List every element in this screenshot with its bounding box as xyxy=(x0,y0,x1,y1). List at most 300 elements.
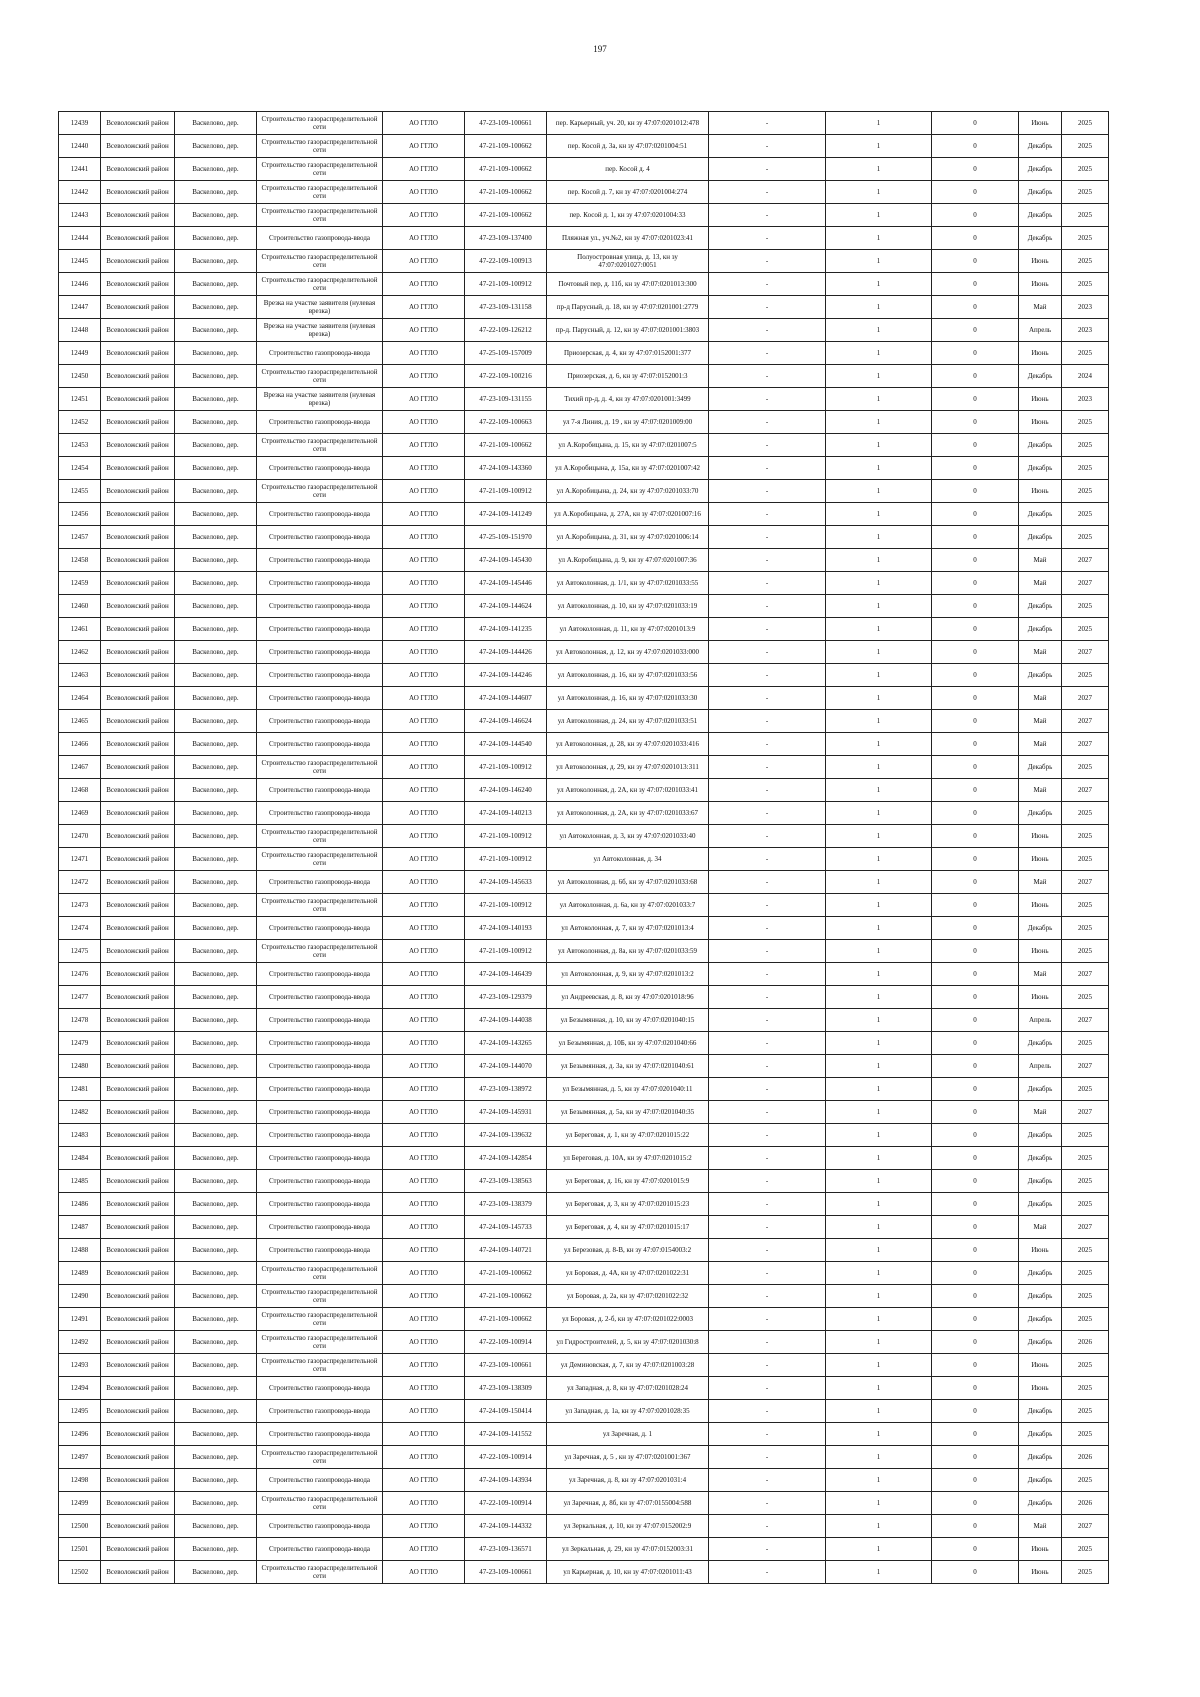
cell-dash: - xyxy=(709,526,826,549)
cell-count: 1 xyxy=(826,1078,932,1101)
cell-org: АО ГГЛО xyxy=(383,1331,465,1354)
cell-month: Июнь xyxy=(1019,825,1062,848)
cell-id: 12443 xyxy=(59,204,101,227)
cell-count: 1 xyxy=(826,963,932,986)
cell-count: 1 xyxy=(826,1492,932,1515)
cell-zero: 0 xyxy=(932,1469,1019,1492)
cell-district: Всеволожский район xyxy=(101,434,175,457)
cell-address: ул Западная, д. 8, кн зу 47:07:0201028:24 xyxy=(547,1377,709,1400)
cell-zero: 0 xyxy=(932,1078,1019,1101)
cell-org: АО ГГЛО xyxy=(383,1216,465,1239)
cell-code: 47-22-109-126212 xyxy=(465,319,547,342)
cell-code: 47-21-109-100912 xyxy=(465,848,547,871)
cell-code: 47-21-109-100912 xyxy=(465,825,547,848)
cell-district: Всеволожский район xyxy=(101,1377,175,1400)
cell-zero: 0 xyxy=(932,365,1019,388)
cell-dash: - xyxy=(709,572,826,595)
cell-id: 12477 xyxy=(59,986,101,1009)
cell-year: 2027 xyxy=(1062,1216,1109,1239)
cell-work: Врезка на участке заявителя (нулевая врезка) xyxy=(257,388,383,411)
cell-count: 1 xyxy=(826,1262,932,1285)
cell-code: 47-21-109-100662 xyxy=(465,434,547,457)
cell-id: 12480 xyxy=(59,1055,101,1078)
cell-code: 47-24-109-144246 xyxy=(465,664,547,687)
cell-id: 12490 xyxy=(59,1285,101,1308)
cell-org: АО ГГЛО xyxy=(383,503,465,526)
cell-month: Декабрь xyxy=(1019,595,1062,618)
cell-address: ул Автоколонная, д. 2А, кн зу 47:07:0201033:41 xyxy=(547,779,709,802)
cell-year: 2025 xyxy=(1062,1423,1109,1446)
cell-month: Декабрь xyxy=(1019,526,1062,549)
cell-work: Врезка на участке заявителя (нулевая врезка) xyxy=(257,319,383,342)
cell-count: 1 xyxy=(826,1101,932,1124)
cell-work: Строительство газопровода-ввода xyxy=(257,1124,383,1147)
cell-org: АО ГГЛО xyxy=(383,1285,465,1308)
cell-count: 1 xyxy=(826,1538,932,1561)
cell-count: 1 xyxy=(826,250,932,273)
cell-place: Васкелово, дер. xyxy=(175,917,257,940)
cell-address: пер. Карьерный, уч. 20, кн зу 47:07:0201012:478 xyxy=(547,112,709,135)
cell-year: 2025 xyxy=(1062,480,1109,503)
cell-district: Всеволожский район xyxy=(101,595,175,618)
cell-id: 12467 xyxy=(59,756,101,779)
cell-zero: 0 xyxy=(932,457,1019,480)
cell-month: Июнь xyxy=(1019,1538,1062,1561)
cell-place: Васкелово, дер. xyxy=(175,1216,257,1239)
cell-code: 47-24-109-141235 xyxy=(465,618,547,641)
cell-year: 2025 xyxy=(1062,1469,1109,1492)
cell-address: ул Безымянная, д. 10Б, кн зу 47:07:0201040:66 xyxy=(547,1032,709,1055)
cell-code: 47-22-109-100216 xyxy=(465,365,547,388)
cell-district: Всеволожский район xyxy=(101,158,175,181)
cell-month: Июнь xyxy=(1019,1239,1062,1262)
cell-month: Декабрь xyxy=(1019,1193,1062,1216)
cell-zero: 0 xyxy=(932,135,1019,158)
cell-dash: - xyxy=(709,1446,826,1469)
cell-work: Строительство газопровода-ввода xyxy=(257,572,383,595)
cell-year: 2023 xyxy=(1062,388,1109,411)
cell-zero: 0 xyxy=(932,1055,1019,1078)
cell-code: 47-24-109-145633 xyxy=(465,871,547,894)
cell-count: 1 xyxy=(826,1124,932,1147)
cell-work: Строительство газораспределительной сети xyxy=(257,1285,383,1308)
cell-district: Всеволожский район xyxy=(101,181,175,204)
table-row xyxy=(59,1308,1109,1331)
cell-count: 1 xyxy=(826,595,932,618)
cell-month: Декабрь xyxy=(1019,1446,1062,1469)
cell-district: Всеволожский район xyxy=(101,227,175,250)
cell-work: Строительство газопровода-ввода xyxy=(257,342,383,365)
cell-zero: 0 xyxy=(932,112,1019,135)
cell-code: 47-24-109-146240 xyxy=(465,779,547,802)
cell-zero: 0 xyxy=(932,1331,1019,1354)
cell-id: 12479 xyxy=(59,1032,101,1055)
cell-district: Всеволожский район xyxy=(101,503,175,526)
cell-district: Всеволожский район xyxy=(101,1101,175,1124)
table-row xyxy=(59,1124,1109,1147)
table-row xyxy=(59,1446,1109,1469)
cell-place: Васкелово, дер. xyxy=(175,1423,257,1446)
cell-year: 2027 xyxy=(1062,710,1109,733)
cell-count: 1 xyxy=(826,1446,932,1469)
cell-work: Строительство газораспределительной сети xyxy=(257,1331,383,1354)
cell-org: АО ГГЛО xyxy=(383,733,465,756)
cell-district: Всеволожский район xyxy=(101,1308,175,1331)
cell-work: Строительство газопровода-ввода xyxy=(257,1032,383,1055)
cell-count: 1 xyxy=(826,1193,932,1216)
cell-count: 1 xyxy=(826,1354,932,1377)
cell-address: ул Заречная, д. 5 , кн зу 47:07:0201001:367 xyxy=(547,1446,709,1469)
cell-work: Строительство газораспределительной сети xyxy=(257,756,383,779)
cell-dash: - xyxy=(709,595,826,618)
cell-zero: 0 xyxy=(932,664,1019,687)
cell-id: 12500 xyxy=(59,1515,101,1538)
cell-year: 2026 xyxy=(1062,1331,1109,1354)
cell-id: 12475 xyxy=(59,940,101,963)
cell-count: 1 xyxy=(826,917,932,940)
cell-place: Васкелово, дер. xyxy=(175,710,257,733)
cell-zero: 0 xyxy=(932,963,1019,986)
cell-dash: - xyxy=(709,940,826,963)
cell-work: Строительство газопровода-ввода xyxy=(257,1078,383,1101)
cell-work: Строительство газораспределительной сети xyxy=(257,158,383,181)
cell-zero: 0 xyxy=(932,434,1019,457)
cell-zero: 0 xyxy=(932,342,1019,365)
cell-work: Строительство газопровода-ввода xyxy=(257,1193,383,1216)
cell-district: Всеволожский район xyxy=(101,825,175,848)
cell-code: 47-24-109-139632 xyxy=(465,1124,547,1147)
cell-work: Строительство газораспределительной сети xyxy=(257,1308,383,1331)
cell-year: 2024 xyxy=(1062,365,1109,388)
cell-place: Васкелово, дер. xyxy=(175,986,257,1009)
cell-count: 1 xyxy=(826,549,932,572)
cell-place: Васкелово, дер. xyxy=(175,1446,257,1469)
table-row xyxy=(59,1262,1109,1285)
table-row xyxy=(59,204,1109,227)
cell-month: Декабрь xyxy=(1019,756,1062,779)
cell-org: АО ГГЛО xyxy=(383,1469,465,1492)
cell-month: Июнь xyxy=(1019,112,1062,135)
cell-code: 47-21-109-100912 xyxy=(465,940,547,963)
cell-id: 12502 xyxy=(59,1561,101,1584)
cell-year: 2027 xyxy=(1062,963,1109,986)
cell-code: 47-23-109-136571 xyxy=(465,1538,547,1561)
cell-place: Васкелово, дер. xyxy=(175,1561,257,1584)
cell-address: ул Автоколонная, д. 10, кн зу 47:07:0201033:19 xyxy=(547,595,709,618)
table-row xyxy=(59,779,1109,802)
cell-zero: 0 xyxy=(932,1147,1019,1170)
cell-zero: 0 xyxy=(932,1032,1019,1055)
cell-district: Всеволожский район xyxy=(101,1492,175,1515)
cell-zero: 0 xyxy=(932,549,1019,572)
cell-year: 2025 xyxy=(1062,917,1109,940)
cell-work: Строительство газопровода-ввода xyxy=(257,917,383,940)
cell-district: Всеволожский район xyxy=(101,526,175,549)
cell-zero: 0 xyxy=(932,158,1019,181)
cell-count: 1 xyxy=(826,227,932,250)
cell-org: АО ГГЛО xyxy=(383,825,465,848)
cell-work: Строительство газораспределительной сети xyxy=(257,135,383,158)
cell-year: 2025 xyxy=(1062,894,1109,917)
cell-address: ул Автоколонная, д. 3, кн зу 47:07:0201033:40 xyxy=(547,825,709,848)
cell-address: ул Заречная, д. 8б, кн зу 47:07:0155004:588 xyxy=(547,1492,709,1515)
table-row xyxy=(59,1009,1109,1032)
cell-org: АО ГГЛО xyxy=(383,1239,465,1262)
cell-address: ул Береговая, д. 16, кн зу 47:07:0201015:9 xyxy=(547,1170,709,1193)
cell-district: Всеволожский район xyxy=(101,1078,175,1101)
cell-code: 47-24-109-143265 xyxy=(465,1032,547,1055)
cell-count: 1 xyxy=(826,756,932,779)
cell-dash: - xyxy=(709,1009,826,1032)
cell-year: 2025 xyxy=(1062,756,1109,779)
cell-id: 12499 xyxy=(59,1492,101,1515)
cell-month: Июнь xyxy=(1019,940,1062,963)
cell-dash: - xyxy=(709,1377,826,1400)
cell-org: АО ГГЛО xyxy=(383,1423,465,1446)
cell-org: АО ГГЛО xyxy=(383,894,465,917)
cell-code: 47-23-109-100661 xyxy=(465,1354,547,1377)
cell-zero: 0 xyxy=(932,1101,1019,1124)
cell-zero: 0 xyxy=(932,1515,1019,1538)
cell-district: Всеволожский район xyxy=(101,733,175,756)
cell-count: 1 xyxy=(826,1216,932,1239)
cell-month: Май xyxy=(1019,296,1062,319)
cell-dash: - xyxy=(709,227,826,250)
cell-code: 47-24-109-145446 xyxy=(465,572,547,595)
table-row xyxy=(59,1377,1109,1400)
cell-work: Строительство газопровода-ввода xyxy=(257,986,383,1009)
cell-count: 1 xyxy=(826,986,932,1009)
cell-address: ул Автоколонная, д. 16, кн зу 47:07:0201033:30 xyxy=(547,687,709,710)
cell-zero: 0 xyxy=(932,296,1019,319)
cell-id: 12476 xyxy=(59,963,101,986)
cell-dash: - xyxy=(709,802,826,825)
cell-dash: - xyxy=(709,1101,826,1124)
cell-place: Васкелово, дер. xyxy=(175,503,257,526)
cell-month: Июнь xyxy=(1019,388,1062,411)
cell-zero: 0 xyxy=(932,1262,1019,1285)
cell-dash: - xyxy=(709,181,826,204)
cell-dash: - xyxy=(709,733,826,756)
table-row xyxy=(59,503,1109,526)
cell-zero: 0 xyxy=(932,250,1019,273)
cell-work: Строительство газопровода-ввода xyxy=(257,664,383,687)
cell-year: 2025 xyxy=(1062,273,1109,296)
table-row xyxy=(59,181,1109,204)
cell-district: Всеволожский район xyxy=(101,779,175,802)
cell-place: Васкелово, дер. xyxy=(175,1331,257,1354)
cell-address: ул А.Коробицына, д. 15а, кн зу 47:07:0201007:42 xyxy=(547,457,709,480)
cell-district: Всеволожский район xyxy=(101,963,175,986)
cell-address: пр-д Парусный, д. 18, кн зу 47:07:0201001:2779 xyxy=(547,296,709,319)
cell-place: Васкелово, дер. xyxy=(175,1285,257,1308)
cell-year: 2025 xyxy=(1062,342,1109,365)
cell-address: ул Карьерная, д. 10, кн зу 47:07:0201011:43 xyxy=(547,1561,709,1584)
cell-code: 47-21-109-100662 xyxy=(465,158,547,181)
table-row xyxy=(59,1331,1109,1354)
cell-org: АО ГГЛО xyxy=(383,664,465,687)
table-row xyxy=(59,940,1109,963)
cell-count: 1 xyxy=(826,181,932,204)
cell-id: 12453 xyxy=(59,434,101,457)
cell-year: 2025 xyxy=(1062,1262,1109,1285)
cell-zero: 0 xyxy=(932,411,1019,434)
cell-work: Строительство газопровода-ввода xyxy=(257,963,383,986)
cell-code: 47-22-109-100663 xyxy=(465,411,547,434)
cell-org: АО ГГЛО xyxy=(383,480,465,503)
cell-address: пер. Косой д. 3а, кн зу 47:07:0201004:51 xyxy=(547,135,709,158)
cell-year: 2025 xyxy=(1062,595,1109,618)
cell-count: 1 xyxy=(826,457,932,480)
cell-year: 2025 xyxy=(1062,250,1109,273)
cell-zero: 0 xyxy=(932,1400,1019,1423)
cell-month: Декабрь xyxy=(1019,457,1062,480)
cell-year: 2025 xyxy=(1062,411,1109,434)
table-row xyxy=(59,1239,1109,1262)
table-row xyxy=(59,572,1109,595)
cell-year: 2025 xyxy=(1062,618,1109,641)
cell-work: Строительство газораспределительной сети xyxy=(257,181,383,204)
cell-id: 12487 xyxy=(59,1216,101,1239)
cell-month: Декабрь xyxy=(1019,917,1062,940)
cell-place: Васкелово, дер. xyxy=(175,756,257,779)
cell-org: АО ГГЛО xyxy=(383,1078,465,1101)
cell-count: 1 xyxy=(826,135,932,158)
cell-org: АО ГГЛО xyxy=(383,1446,465,1469)
cell-org: АО ГГЛО xyxy=(383,848,465,871)
cell-district: Всеволожский район xyxy=(101,1561,175,1584)
cell-year: 2025 xyxy=(1062,1124,1109,1147)
cell-place: Васкелово, дер. xyxy=(175,1354,257,1377)
table-row xyxy=(59,319,1109,342)
cell-place: Васкелово, дер. xyxy=(175,457,257,480)
cell-count: 1 xyxy=(826,1469,932,1492)
cell-year: 2025 xyxy=(1062,1193,1109,1216)
cell-month: Июнь xyxy=(1019,273,1062,296)
cell-dash: - xyxy=(709,687,826,710)
cell-district: Всеволожский район xyxy=(101,618,175,641)
cell-code: 47-25-109-157009 xyxy=(465,342,547,365)
cell-zero: 0 xyxy=(932,733,1019,756)
cell-count: 1 xyxy=(826,1239,932,1262)
cell-work: Строительство газопровода-ввода xyxy=(257,1538,383,1561)
table-row xyxy=(59,549,1109,572)
cell-org: АО ГГЛО xyxy=(383,1515,465,1538)
table-row xyxy=(59,1193,1109,1216)
cell-id: 12498 xyxy=(59,1469,101,1492)
cell-address: ул Заречная, д. 1 xyxy=(547,1423,709,1446)
cell-code: 47-24-109-143360 xyxy=(465,457,547,480)
cell-address: ул Андреевская, д. 8, кн зу 47:07:0201018:96 xyxy=(547,986,709,1009)
cell-org: АО ГГЛО xyxy=(383,526,465,549)
cell-month: Декабрь xyxy=(1019,1032,1062,1055)
table-row xyxy=(59,986,1109,1009)
table-row xyxy=(59,1538,1109,1561)
cell-district: Всеволожский район xyxy=(101,1354,175,1377)
cell-district: Всеволожский район xyxy=(101,1262,175,1285)
cell-district: Всеволожский район xyxy=(101,940,175,963)
cell-zero: 0 xyxy=(932,181,1019,204)
cell-id: 12454 xyxy=(59,457,101,480)
cell-work: Строительство газопровода-ввода xyxy=(257,457,383,480)
cell-count: 1 xyxy=(826,204,932,227)
cell-org: АО ГГЛО xyxy=(383,1055,465,1078)
cell-dash: - xyxy=(709,1216,826,1239)
cell-address: ул Безымянная, д. 5а, кн зу 47:07:0201040:35 xyxy=(547,1101,709,1124)
cell-id: 12469 xyxy=(59,802,101,825)
cell-place: Васкелово, дер. xyxy=(175,1515,257,1538)
cell-month: Декабрь xyxy=(1019,1262,1062,1285)
cell-year: 2025 xyxy=(1062,1147,1109,1170)
cell-address: ул Зеркальная, д. 10, кн зу 47:07:0152002:9 xyxy=(547,1515,709,1538)
cell-year: 2025 xyxy=(1062,940,1109,963)
cell-year: 2025 xyxy=(1062,1239,1109,1262)
table-row xyxy=(59,641,1109,664)
cell-work: Строительство газопровода-ввода xyxy=(257,1423,383,1446)
cell-count: 1 xyxy=(826,319,932,342)
cell-work: Строительство газопровода-ввода xyxy=(257,687,383,710)
cell-address: пер. Косой д. 7, кн зу 47:07:0201004:274 xyxy=(547,181,709,204)
cell-count: 1 xyxy=(826,1170,932,1193)
cell-org: АО ГГЛО xyxy=(383,273,465,296)
cell-place: Васкелово, дер. xyxy=(175,135,257,158)
cell-place: Васкелово, дер. xyxy=(175,963,257,986)
cell-district: Всеволожский район xyxy=(101,1469,175,1492)
cell-count: 1 xyxy=(826,1515,932,1538)
cell-count: 1 xyxy=(826,526,932,549)
cell-code: 47-24-109-140213 xyxy=(465,802,547,825)
cell-dash: - xyxy=(709,1515,826,1538)
cell-work: Строительство газораспределительной сети xyxy=(257,434,383,457)
cell-id: 12442 xyxy=(59,181,101,204)
cell-address: ул А.Коробицына, д. 27А, кн зу 47:07:0201007:16 xyxy=(547,503,709,526)
cell-code: 47-21-109-100912 xyxy=(465,480,547,503)
cell-address: ул Безымянная, д. 10, кн зу 47:07:0201040:15 xyxy=(547,1009,709,1032)
cell-place: Васкелово, дер. xyxy=(175,618,257,641)
table-row xyxy=(59,1147,1109,1170)
cell-place: Васкелово, дер. xyxy=(175,296,257,319)
cell-count: 1 xyxy=(826,388,932,411)
cell-code: 47-24-109-140193 xyxy=(465,917,547,940)
cell-org: АО ГГЛО xyxy=(383,986,465,1009)
cell-place: Васкелово, дер. xyxy=(175,733,257,756)
cell-address: Приозерская, д. 4, кн зу 47:07:0152001:377 xyxy=(547,342,709,365)
cell-id: 12474 xyxy=(59,917,101,940)
cell-district: Всеволожский район xyxy=(101,1124,175,1147)
cell-month: Май xyxy=(1019,641,1062,664)
table-row xyxy=(59,1469,1109,1492)
cell-dash: - xyxy=(709,1078,826,1101)
cell-code: 47-21-109-100662 xyxy=(465,1308,547,1331)
cell-place: Васкелово, дер. xyxy=(175,1124,257,1147)
cell-zero: 0 xyxy=(932,273,1019,296)
cell-month: Май xyxy=(1019,687,1062,710)
cell-place: Васкелово, дер. xyxy=(175,411,257,434)
cell-month: Май xyxy=(1019,779,1062,802)
cell-count: 1 xyxy=(826,1032,932,1055)
cell-dash: - xyxy=(709,1239,826,1262)
cell-zero: 0 xyxy=(932,1561,1019,1584)
table-row xyxy=(59,227,1109,250)
cell-year: 2027 xyxy=(1062,1055,1109,1078)
cell-org: АО ГГЛО xyxy=(383,411,465,434)
cell-place: Васкелово, дер. xyxy=(175,1032,257,1055)
cell-work: Строительство газораспределительной сети xyxy=(257,250,383,273)
cell-org: АО ГГЛО xyxy=(383,871,465,894)
table-row xyxy=(59,1515,1109,1538)
cell-month: Май xyxy=(1019,733,1062,756)
cell-month: Июнь xyxy=(1019,250,1062,273)
